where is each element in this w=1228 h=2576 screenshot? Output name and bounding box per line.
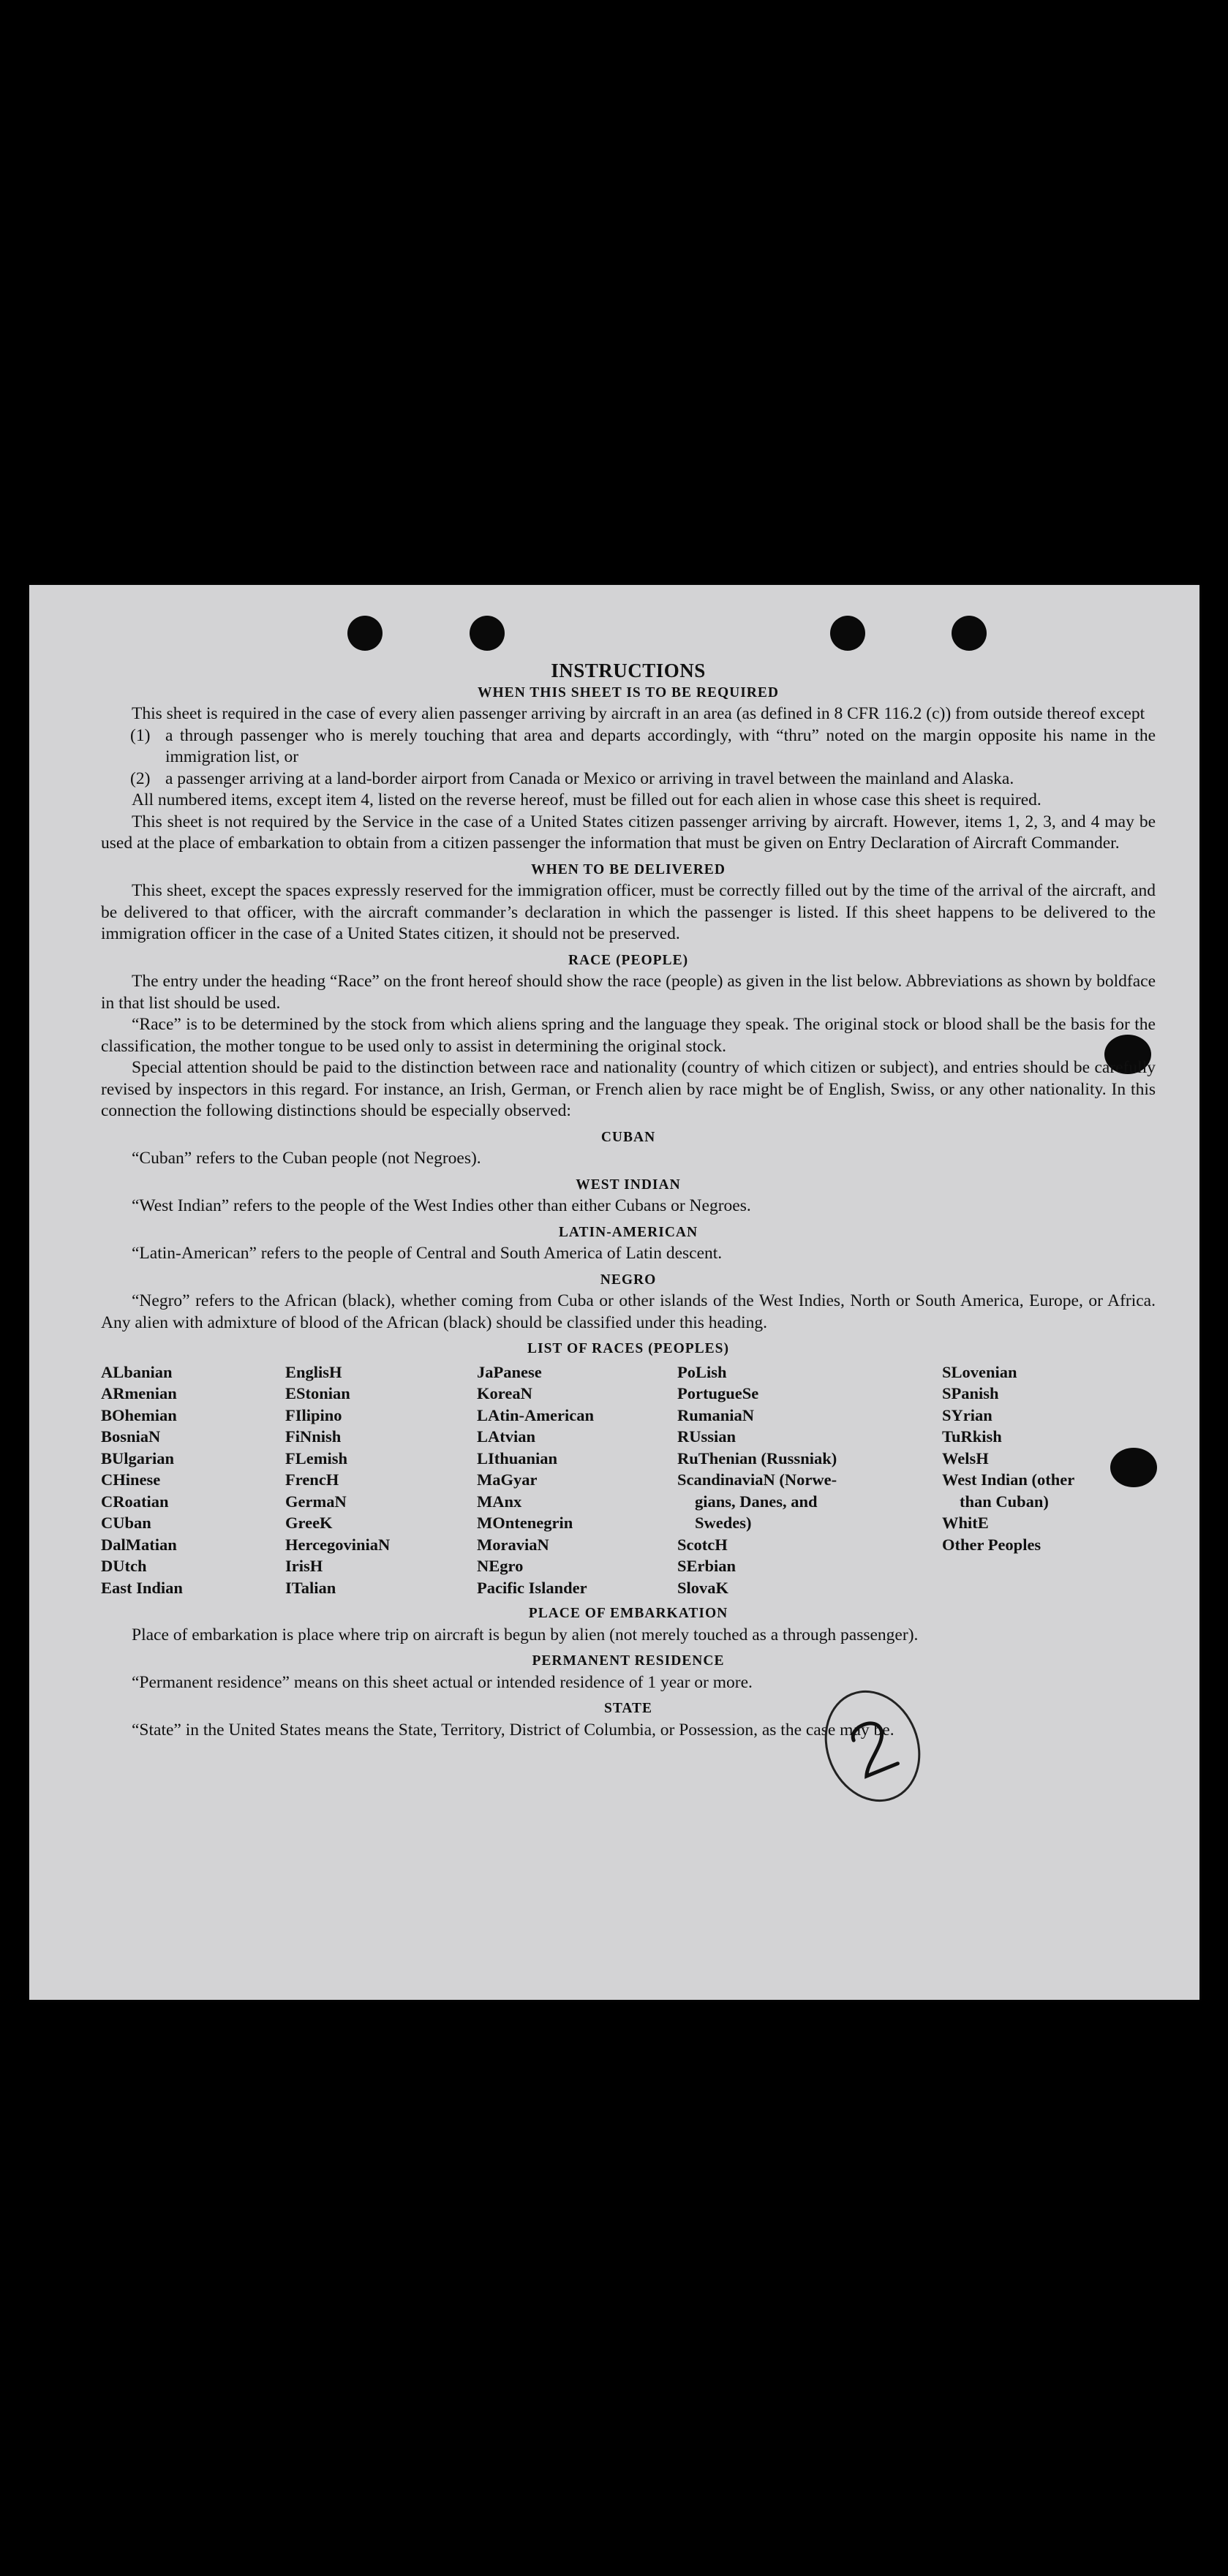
race-entry: LAtvian (477, 1427, 536, 1446)
when-required-intro: This sheet is required in the case of every alien passenger arriving by aircraft in an area (as defined in 8 CFR 116.2 (c)) from outside thereof except (132, 704, 1145, 723)
race-entry: Other Peoples (942, 1535, 1041, 1554)
section-heading-race: RACE (PEOPLE) (568, 952, 689, 968)
punch-hole (347, 616, 383, 651)
race-entry: GermaN (285, 1492, 347, 1511)
section-heading-latin-american: LATIN-AMERICAN (558, 1224, 698, 1240)
race-entry-continued: gians, Danes, and (695, 1492, 818, 1511)
race-entry: ScandinaviaN (Norwe- (677, 1470, 837, 1489)
race-entry: FIlipino (285, 1405, 342, 1424)
race-entry: SErbian (677, 1557, 737, 1575)
race-entry: LIthuanian (477, 1448, 558, 1468)
race-entry: BosniaN (101, 1427, 161, 1446)
item-text: a passenger arriving at a land-border airport from Canada or Mexico or arriving in travel between the mainland and Alaska. (165, 768, 1014, 788)
race-entry: CHinese (101, 1470, 161, 1489)
race-entry: SPanish (942, 1384, 999, 1402)
race-entry: MAnx (477, 1492, 522, 1511)
section-heading-west-indian: WEST INDIAN (576, 1176, 681, 1193)
race-entry: NEgro (477, 1557, 524, 1575)
race-entry: EnglisH (285, 1362, 342, 1381)
section-heading-when-delivered: WHEN TO BE DELIVERED (531, 861, 726, 877)
race-entry: MaGyar (477, 1470, 538, 1489)
west-indian-text: “West Indian” refers to the people of the West Indies other than either Cubans or Negroes. (132, 1196, 751, 1215)
state-text: “State” in the United States means the State, Territory, District of Columbia, or Possession, as the case may be. (132, 1720, 894, 1740)
section-heading-when-required: WHEN THIS SHEET IS TO BE REQUIRED (478, 684, 779, 700)
race-entry: BUlgarian (101, 1448, 175, 1468)
race-entry: ARmenian (101, 1384, 177, 1402)
race-column-2 (285, 1361, 477, 1599)
race-entry: MoraviaN (477, 1535, 549, 1554)
exception-item-2 (130, 768, 1156, 790)
race-paragraph-2: “Race” is to be determined by the stock from which aliens spring and the language they speak. The original stock or blood shall be the basis for the classification, the mother tongue to be used only to assist in determining the original stock. (101, 1015, 1156, 1056)
race-list-table (101, 1361, 1156, 1599)
race-entry: RUssian (677, 1427, 737, 1446)
race-entry: East Indian (101, 1578, 183, 1597)
race-entry: ScotcH (677, 1535, 728, 1554)
permanent-residence-text: “Permanent residence” means on this sheet actual or intended residence of 1 year or more. (132, 1672, 753, 1692)
section-heading-permanent-residence: PERMANENT RESIDENCE (532, 1653, 725, 1669)
when-delivered-text: This sheet, except the spaces expressly reserved for the immigration officer, must be correctly filled out by the time of the arrival of the aircraft, and be delivered to that officer, with the aircraft commander’s declaration in which the passenger is listed. If this sheet happens to be delivered to the immigration officer in the case of a United States citizen, it should not be preserved. (101, 881, 1156, 943)
race-entry: TuRkish (942, 1427, 1002, 1446)
race-entry: ITalian (285, 1578, 336, 1597)
document-sheet (29, 585, 1199, 2000)
section-heading-cuban: CUBAN (600, 1129, 656, 1145)
race-entry-continued: than Cuban) (960, 1492, 1049, 1511)
race-column-1 (101, 1361, 285, 1599)
numbered-items-paragraph: All numbered items, except item 4, listed on the reverse hereof, must be filled out for each alien in whose case this sheet is required. (132, 790, 1041, 809)
race-column-3 (477, 1361, 677, 1599)
race-entry: LAtin-American (477, 1405, 594, 1424)
race-entry: ALbanian (101, 1362, 173, 1381)
item-number: (1) (130, 725, 151, 745)
item-number: (2) (130, 768, 151, 788)
instructions-content (101, 660, 1156, 1741)
race-entry-continued: Swedes) (695, 1514, 752, 1532)
race-entry: FiNnish (285, 1427, 342, 1446)
race-entry: RumaniaN (677, 1405, 755, 1424)
race-entry: IrisH (285, 1557, 323, 1575)
cuban-text: “Cuban” refers to the Cuban people (not Negroes). (132, 1149, 481, 1168)
race-entry: DalMatian (101, 1535, 177, 1554)
race-entry: WelsH (942, 1448, 989, 1468)
race-entry: CUban (101, 1514, 151, 1532)
punch-hole (470, 616, 505, 651)
race-entry: West Indian (other (942, 1470, 1075, 1489)
race-entry: DUtch (101, 1557, 147, 1575)
race-entry: HercegoviniaN (285, 1535, 391, 1554)
race-entry: PoLish (677, 1362, 727, 1381)
race-entry: FrencH (285, 1470, 339, 1489)
race-entry: GreeK (285, 1514, 333, 1532)
item-text: a through passenger who is merely touching that area and departs accordingly, with “thru” noted on the margin opposite his name in the immigration list, or (165, 725, 1156, 766)
race-entry: SlovaK (677, 1578, 729, 1597)
race-paragraph-1: The entry under the heading “Race” on the front hereof should show the race (people) as given in the list below. Abbreviations as shown by boldface in that list should be used. (101, 972, 1156, 1013)
page-title: INSTRUCTIONS (551, 660, 706, 681)
section-heading-state: STATE (603, 1701, 653, 1716)
exception-item-1 (130, 725, 1156, 768)
race-paragraph-3: Special attention should be paid to the distinction between race and nationality (country of which citizen or subject), and entries should be carefully revised by inspectors in this regard. For instance, an Irish, German, or French alien by race might be of English, Swiss, or any other nationality. In this connection the following distinctions should be especially observed: (101, 1058, 1156, 1120)
section-heading-list-of-races: LIST OF RACES (PEOPLES) (527, 1341, 729, 1356)
citizen-passenger-paragraph: This sheet is not required by the Service in the case of a United States citizen passenger arriving by aircraft. However, items 1, 2, 3, and 4 may be used at the place of embarkation to obtain from a citizen passenger the information that must be given on Entry Declaration of Aircraft Commander. (101, 812, 1156, 853)
race-entry: WhitE (942, 1514, 989, 1532)
race-entry: SLovenian (942, 1362, 1017, 1381)
race-entry: Pacific Islander (477, 1578, 587, 1597)
race-entry: FLemish (285, 1448, 348, 1468)
race-entry: MOntenegrin (477, 1514, 573, 1532)
race-entry: CRoatian (101, 1492, 169, 1511)
race-column-5 (942, 1361, 1156, 1599)
race-entry: SYrian (942, 1405, 992, 1424)
race-entry: KoreaN (477, 1384, 532, 1402)
race-entry: EStonian (285, 1384, 350, 1402)
race-entry: RuThenian (Russniak) (677, 1448, 837, 1468)
punch-hole (952, 616, 987, 651)
punch-hole (830, 616, 865, 651)
race-column-4 (677, 1361, 942, 1599)
negro-text: “Negro” refers to the African (black), whether coming from Cuba or other islands of the West Indies, North or South America, Europe, or Africa. Any alien with admixture of blood of the African (black) should be classified under this heading. (101, 1291, 1156, 1332)
section-heading-embarkation: PLACE OF EMBARKATION (528, 1606, 728, 1621)
embarkation-text: Place of embarkation is place where trip on aircraft is begun by alien (not merely touched as a through passenger). (132, 1625, 919, 1644)
race-entry: PortugueSe (677, 1384, 759, 1402)
latin-american-text: “Latin-American” refers to the people of Central and South America of Latin descent. (132, 1244, 723, 1263)
race-entry: JaPanese (477, 1362, 542, 1381)
section-heading-negro: NEGRO (600, 1272, 657, 1288)
race-entry: BOhemian (101, 1405, 177, 1424)
handwritten-numeral-icon (837, 1706, 909, 1786)
